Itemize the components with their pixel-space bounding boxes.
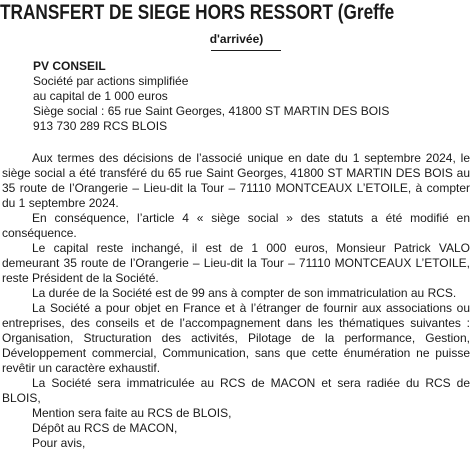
paragraph-article: En conséquence, l’article 4 « siège social » des statuts a été modifié en conséquence. (2, 211, 470, 240)
company-rcs: 913 730 289 RCS BLOIS (33, 119, 168, 133)
company-block (33, 59, 453, 134)
paragraph-purpose: La Société a pour objet en France et à l’étranger de fournir aux associations ou entreprises, des conseils et de l’accompagnement dans les thématiques suivantes : Organisation, Structuration des activités, Pilotage de la performance, Gestion, Développement commercial, Communication, sans que cette énumération ne puisse revêtir un caractère exhaustif. (2, 301, 470, 375)
closing-line: Dépôt au RCS de MACON, (32, 421, 178, 435)
company-seat: Siège social : 65 rue Saint Georges, 41800 ST MARTIN DES BOIS (33, 104, 390, 118)
title-divider (211, 50, 281, 51)
closing-line: Pour avis, (32, 436, 86, 450)
company-form: Société par actions simplifiée (33, 74, 189, 88)
paragraph-transfer: Aux termes des décisions de l’associé unique en date du 1 septembre 2024, le siège social a été transféré du 65 rue Saint Georges, 41800 ST MARTIN DES BOIS au 35 route de l’Orangerie – Lieu-dit la Tour – 71110 MONTCEAUX L’ETOILE, à compter du 1 septembre 2024. (2, 151, 470, 210)
paragraph-capital: Le capital reste inchangé, il est de 1 000 euros, Monsieur Patrick VALO demeurant 35 route de l’Orangerie – Lieu-dit la Tour – 71110 MONTCEAUX L’ETOILE, reste Président de la Société. (2, 241, 470, 285)
notice-subtitle: d'arrivée) (209, 32, 264, 46)
paragraph-registration: La Société sera immatriculée au RCS de MACON et sera radiée du RCS de BLOIS, (2, 376, 470, 405)
notice-body (2, 151, 470, 451)
company-capital: au capital de 1 000 euros (33, 89, 168, 103)
notice-title: TRANSFERT DE SIEGE HORS RESSORT (Greffe (0, 1, 395, 24)
paragraph-duration: La durée de la Société est de 99 ans à compter de son immatriculation au RCS. (32, 286, 457, 300)
closing-line: Mention sera faite au RCS de BLOIS, (32, 406, 232, 420)
company-name: PV CONSEIL (33, 59, 106, 73)
